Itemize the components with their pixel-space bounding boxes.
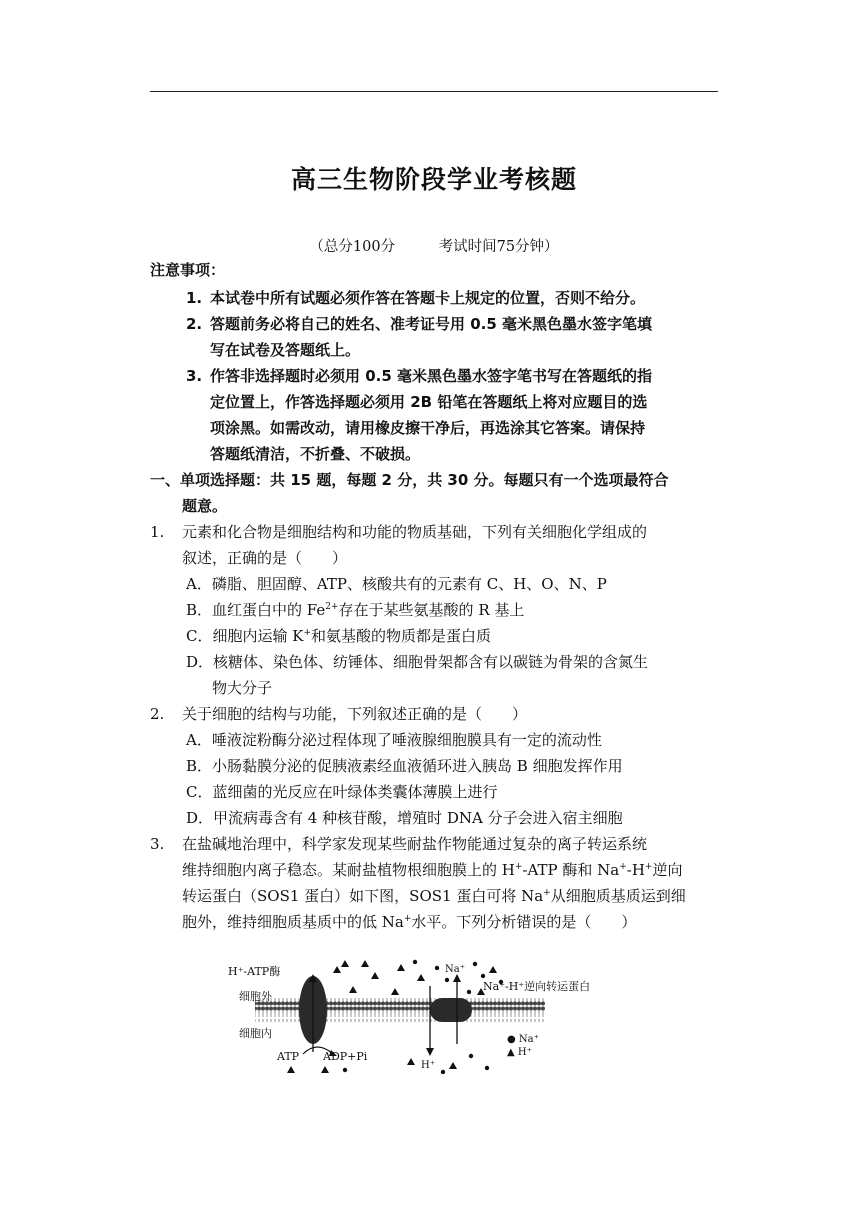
option-b: B．小肠黏膜分泌的促胰液素经血液循环进入胰岛 B 细胞发挥作用 <box>186 757 623 775</box>
note-text: 写在试卷及答题纸上。 <box>210 341 361 359</box>
lipid-bilayer <box>255 998 545 1022</box>
label-inside: 细胞内 <box>239 1027 272 1040</box>
note-text: 答题纸清洁，不折叠、不破损。 <box>210 445 421 463</box>
label-outside: 细胞外 <box>239 990 272 1003</box>
option-b: B．血红蛋白中的 $Fe^{2+}$存在于某些氨基酸的 R 基上 <box>186 601 525 619</box>
question-number: 2. <box>150 705 165 723</box>
question-number: 1. <box>150 523 165 541</box>
question-stem: 维持细胞内离子稳态。某耐盐植物根细胞膜上的 H+-ATP 酶和 Na+-H+逆向 <box>182 861 683 879</box>
na-h-antiporter-protein <box>430 998 472 1022</box>
label-h-bottom: H⁺ <box>421 1060 435 1071</box>
option-d-cont: 物大分子 <box>212 679 273 697</box>
label-na-top: Na⁺ <box>445 964 465 975</box>
section-heading: 题意。 <box>182 497 228 515</box>
section-heading: 一、单项选择题：共 15 题，每题 2 分，共 30 分。每题只有一个选项最符合 <box>150 471 669 489</box>
question-stem: 关于细胞的结构与功能，下列叙述正确的是（ ） <box>182 705 528 723</box>
ions-outside <box>333 960 503 995</box>
membrane-transport-diagram <box>225 958 591 1078</box>
label-atp: ATP <box>277 1050 300 1063</box>
question-stem: 元素和化合物是细胞结构和功能的物质基础，下列有关细胞化学组成的 <box>182 523 648 541</box>
label-adp-pi: ADP+Pi <box>323 1050 368 1063</box>
label-h-atpase: H⁺-ATP酶 <box>228 965 281 978</box>
question-stem: 叙述，正确的是（ ） <box>182 549 348 567</box>
note-text: 作答非选择题时必须用 0.5 毫米黑色墨水签字笔书写在答题纸的指 <box>210 367 653 385</box>
notes-heading: 注意事项： <box>150 261 226 279</box>
option-c: C．蓝细菌的光反应在叶绿体类囊体薄膜上进行 <box>186 783 498 801</box>
legend-na: ● Na⁺ <box>507 1034 539 1045</box>
note-text: 答题前务必将自己的姓名、准考证号用 0.5 毫米黑色墨水签字笔填 <box>210 315 653 333</box>
question-stem: 胞外，维持细胞质基质中的低 Na+水平。下列分析错误的是（ ） <box>182 913 637 931</box>
note-text: 项涂黑。如需改动，请用橡皮擦干净后，再选涂其它答案。请保持 <box>210 419 646 437</box>
exam-info: （总分100分 考试时间75分钟） <box>309 239 559 255</box>
header-rule <box>150 91 718 92</box>
option-d: D．核糖体、染色体、纺锤体、细胞骨架都含有以碳链为骨架的含氮生 <box>186 653 649 671</box>
page-title: 高三生物阶段学业考核题 <box>290 165 577 194</box>
option-a: A．唾液淀粉酶分泌过程体现了唾液腺细胞膜具有一定的流动性 <box>186 731 602 749</box>
note-number: 1. <box>186 289 203 307</box>
note-number: 3. <box>186 367 203 385</box>
question-stem: 转运蛋白（SOS1 蛋白）如下图，SOS1 蛋白可将 Na+从细胞质基质运到细 <box>182 887 686 905</box>
question-number: 3. <box>150 835 165 853</box>
label-antiporter: Na⁺-H⁺逆向转运蛋白 <box>483 980 591 993</box>
note-number: 2. <box>186 315 203 333</box>
option-a: A．磷脂、胆固醇、ATP、核酸共有的元素有 C、H、O、N、P <box>186 575 607 593</box>
option-c: C．细胞内运输 K+和氨基酸的物质都是蛋白质 <box>186 627 492 645</box>
question-stem: 在盐碱地治理中，科学家发现某些耐盐作物能通过复杂的离子转运系统 <box>182 835 648 853</box>
note-text: 本试卷中所有试题必须作答在答题卡上规定的位置，否则不给分。 <box>210 289 646 307</box>
legend-h: ▲ H⁺ <box>507 1047 532 1058</box>
note-text: 定位置上，作答选择题必须用 2B 铅笔在答题纸上将对应题目的选 <box>210 393 648 411</box>
option-d: D．甲流病毒含有 4 种核苷酸，增殖时 DNA 分子会进入宿主细胞 <box>186 809 623 827</box>
ions-inside <box>287 1054 489 1074</box>
